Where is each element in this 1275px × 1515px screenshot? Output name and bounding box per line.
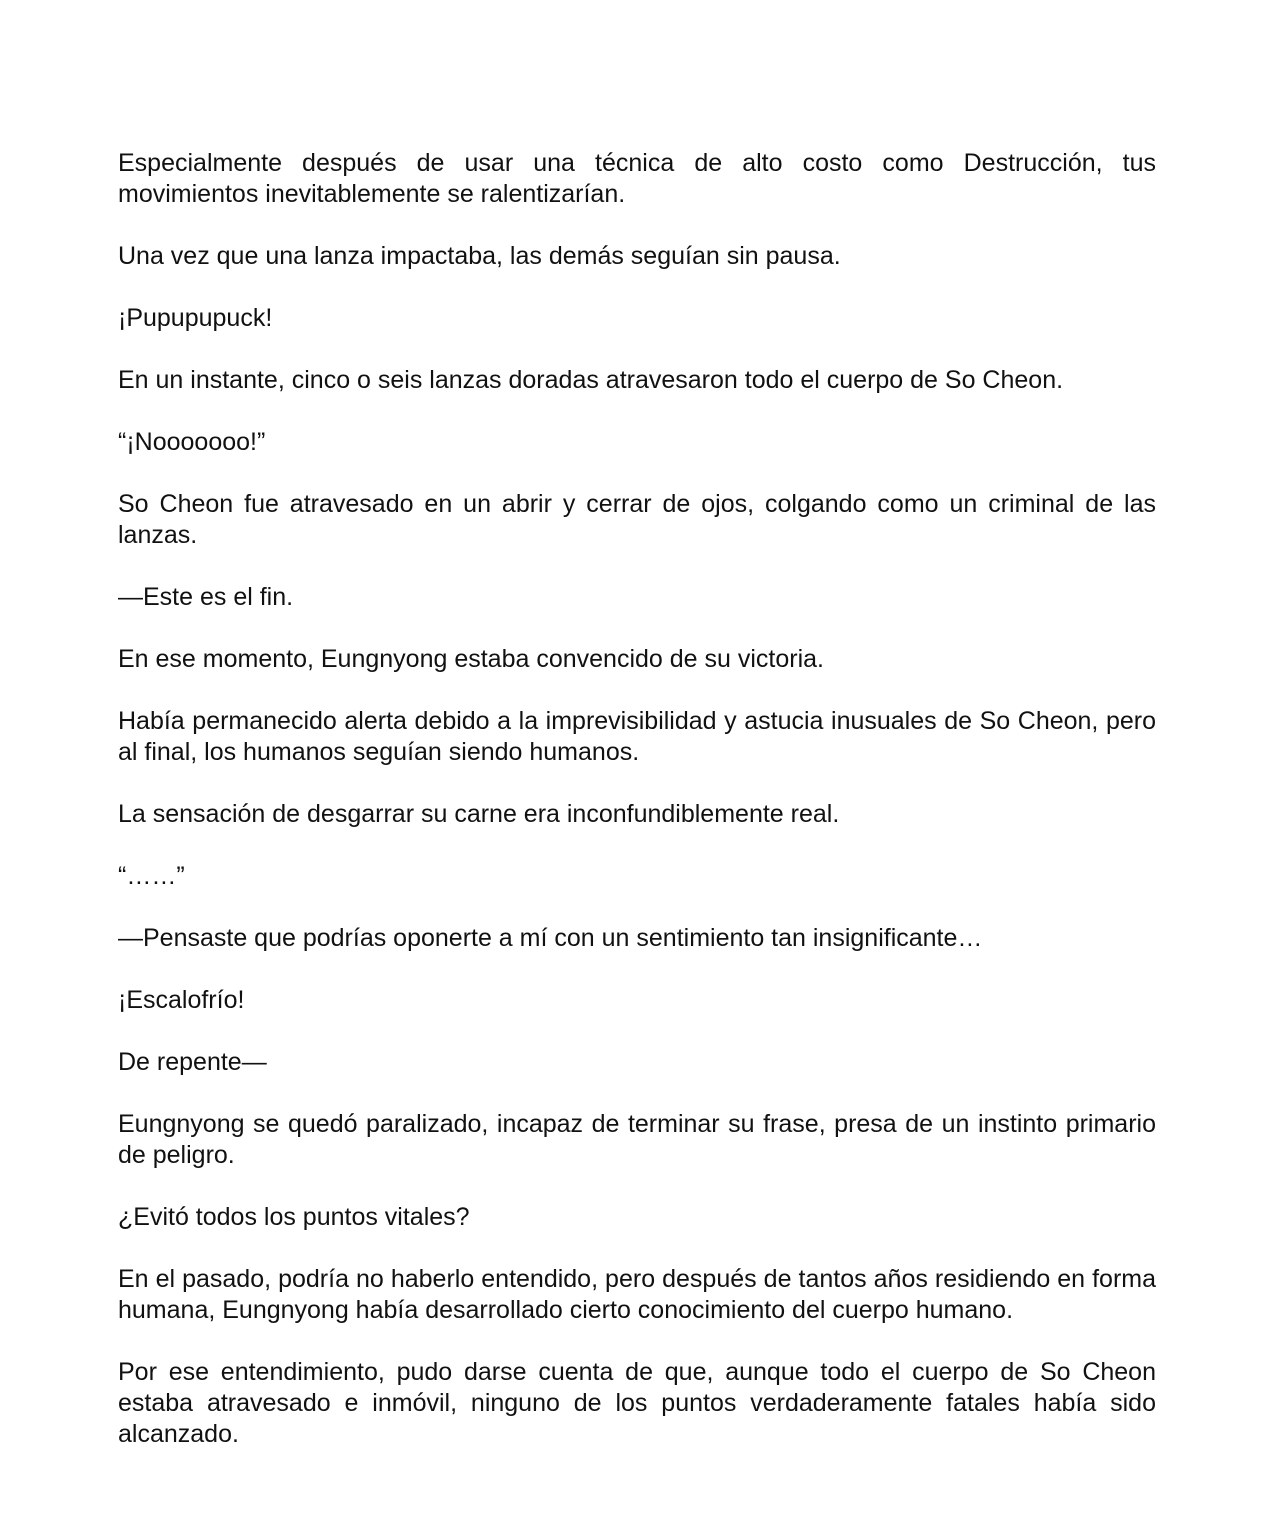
paragraph: ¿Evitó todos los puntos vitales? <box>118 1203 470 1231</box>
paragraph: ¡Pupupupuck! <box>118 304 273 332</box>
paragraph: “……” <box>118 862 185 890</box>
paragraph: Especialmente después de usar una técnica de alto costo como Destrucción, tus movimientos inevitablemente se ralentizarían. <box>118 149 1156 208</box>
paragraph: ¡Escalofrío! <box>118 986 245 1014</box>
paragraph: La sensación de desgarrar su carne era inconfundiblemente real. <box>118 800 840 828</box>
paragraph: Eungnyong se quedó paralizado, incapaz de terminar su frase, presa de un instinto primario de peligro. <box>118 1110 1156 1169</box>
paragraph: En un instante, cinco o seis lanzas doradas atravesaron todo el cuerpo de So Cheon. <box>118 366 1064 394</box>
paragraph: Había permanecido alerta debido a la imprevisibilidad y astucia inusuales de So Cheon, pero al final, los humanos seguían siendo humanos. <box>118 707 1156 766</box>
document-page <box>118 148 1156 1481</box>
paragraph: En ese momento, Eungnyong estaba convencido de su victoria. <box>118 645 824 673</box>
paragraph: “¡Nooooooo!” <box>118 428 266 456</box>
paragraph: Una vez que una lanza impactaba, las demás seguían sin pausa. <box>118 242 841 270</box>
paragraph: De repente— <box>118 1048 267 1076</box>
paragraph: —Pensaste que podrías oponerte a mí con un sentimiento tan insignificante… <box>118 924 983 952</box>
paragraph: En el pasado, podría no haberlo entendido, pero después de tantos años residiendo en forma humana, Eungnyong había desarrollado cierto conocimiento del cuerpo humano. <box>118 1265 1156 1324</box>
paragraph: —Este es el fin. <box>118 583 294 611</box>
paragraph: So Cheon fue atravesado en un abrir y cerrar de ojos, colgando como un criminal de las lanzas. <box>118 490 1156 549</box>
paragraph: Por ese entendimiento, pudo darse cuenta de que, aunque todo el cuerpo de So Cheon estaba atravesado e inmóvil, ninguno de los puntos verdaderamente fatales había sido alcanzado. <box>118 1358 1156 1448</box>
